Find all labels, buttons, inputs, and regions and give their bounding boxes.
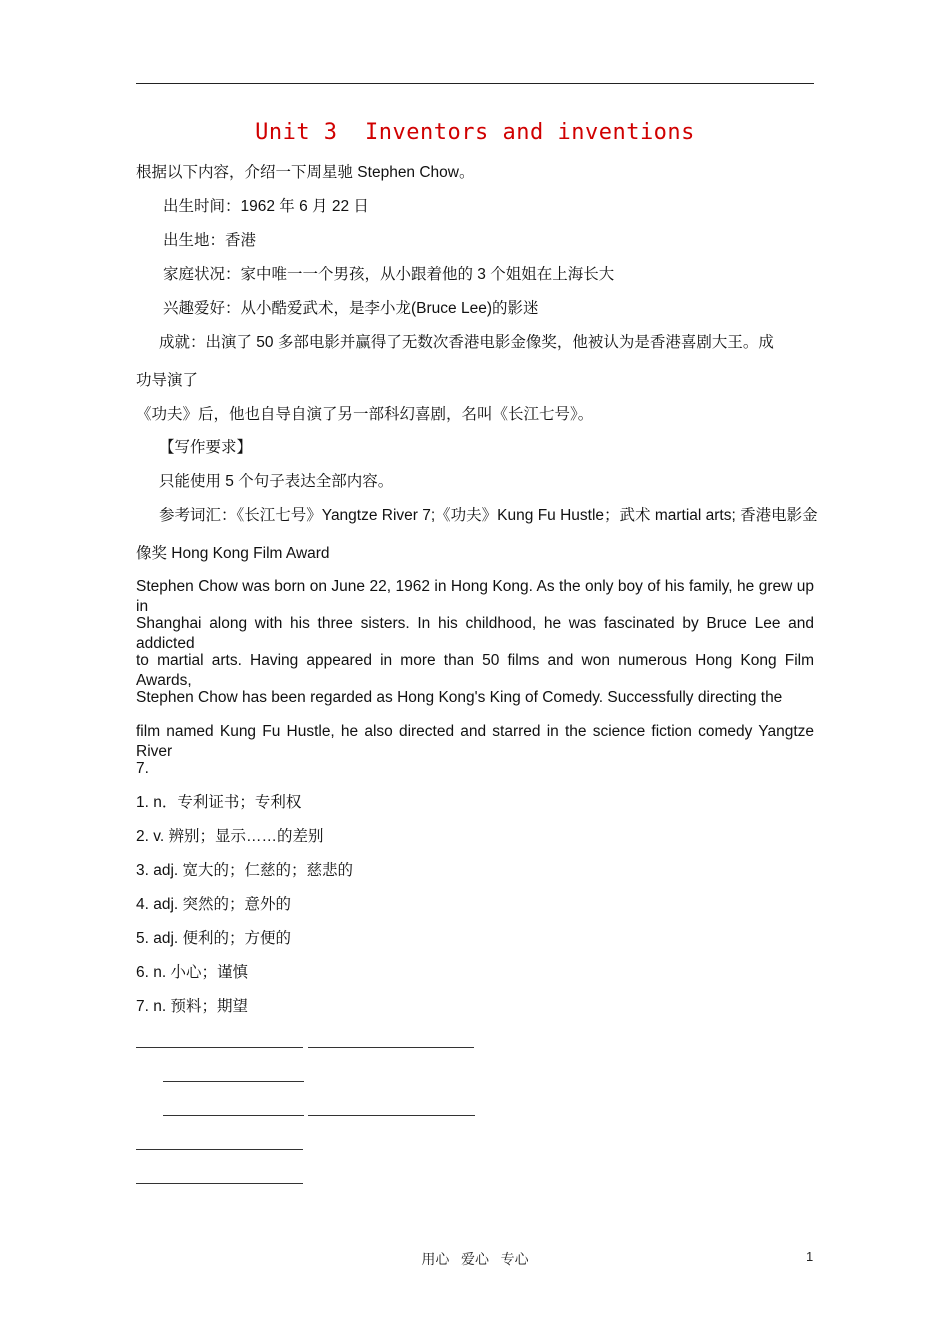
vocab-item: 4. adj. 突然的；意外的 xyxy=(136,896,292,913)
answer-blank xyxy=(308,1115,475,1116)
essay-line: Stephen Chow has been regarded as Hong Kong's King of Comedy. Successfully directing the xyxy=(136,689,783,706)
birth-time: 出生时间：1962 年 6 月 22 日 xyxy=(163,198,369,215)
essay-line: to martial arts. Having appeared in more than 50 films and won numerous Hong Kong Film Awards, xyxy=(136,652,814,689)
vocab-item: 3. adj. 宽大的；仁慈的；慈悲的 xyxy=(136,862,354,879)
vocab-item: 1. n．专利证书；专利权 xyxy=(136,794,302,811)
birth-place: 出生地：香港 xyxy=(163,232,257,249)
answer-blank xyxy=(308,1047,474,1048)
achievement-line-2: 功导演了 xyxy=(136,372,199,389)
hobby: 兴趣爱好：从小酷爱武术，是李小龙(Bruce Lee)的影迷 xyxy=(163,300,539,317)
answer-blank xyxy=(136,1149,303,1150)
footer-motto: 用心 爱心 专心 xyxy=(421,1251,529,1267)
essay-line: Stephen Chow was born on June 22, 1962 in Hong Kong. As the only boy of his family, he grew up in xyxy=(136,578,814,615)
task-intro: 根据以下内容，介绍一下周星驰 Stephen Chow。 xyxy=(136,164,475,181)
vocab-item: 7. n. 预料；期望 xyxy=(136,998,248,1015)
vocab-item: 5. adj. 便利的；方便的 xyxy=(136,930,292,947)
achievement-line-3: 《功夫》后，他也自导自演了另一部科幻喜剧，名叫《长江七号》。 xyxy=(136,406,594,423)
family-status: 家庭状况：家中唯一一个男孩，从小跟着他的 3 个姐姐在上海长大 xyxy=(163,266,615,283)
page-number: 1 xyxy=(806,1249,814,1264)
answer-blank xyxy=(136,1183,303,1184)
requirement-text: 只能使用 5 个句子表达全部内容。 xyxy=(159,473,394,490)
vocab-line-1: 参考词汇：《长江七号》Yangtze River 7;《功夫》Kung Fu Hustle；武术 martial arts; 香港电影金 xyxy=(159,507,818,524)
essay-line: film named Kung Fu Hustle, he also directed and starred in the science fiction comedy Yangtze River xyxy=(136,723,814,760)
answer-blank xyxy=(136,1047,303,1048)
essay-line: 7. xyxy=(136,760,149,777)
answer-blank xyxy=(163,1081,304,1082)
requirement-heading: 【写作要求】 xyxy=(159,439,253,456)
answer-blank xyxy=(163,1115,304,1116)
vocab-line-2: 像奖 Hong Kong Film Award xyxy=(136,545,330,562)
header-rule xyxy=(136,83,814,84)
vocab-item: 2. v. 辨别；显示……的差别 xyxy=(136,828,324,845)
page-title: Unit 3 Inventors and inventions xyxy=(255,120,695,145)
essay-line: Shanghai along with his three sisters. In his childhood, he was fascinated by Bruce Lee and addicted xyxy=(136,615,814,652)
achievement-line-1: 成就：出演了 50 多部电影并赢得了无数次香港电影金像奖，他被认为是香港喜剧大王。成 xyxy=(159,334,774,351)
vocab-item: 6. n. 小心；谨慎 xyxy=(136,964,248,981)
